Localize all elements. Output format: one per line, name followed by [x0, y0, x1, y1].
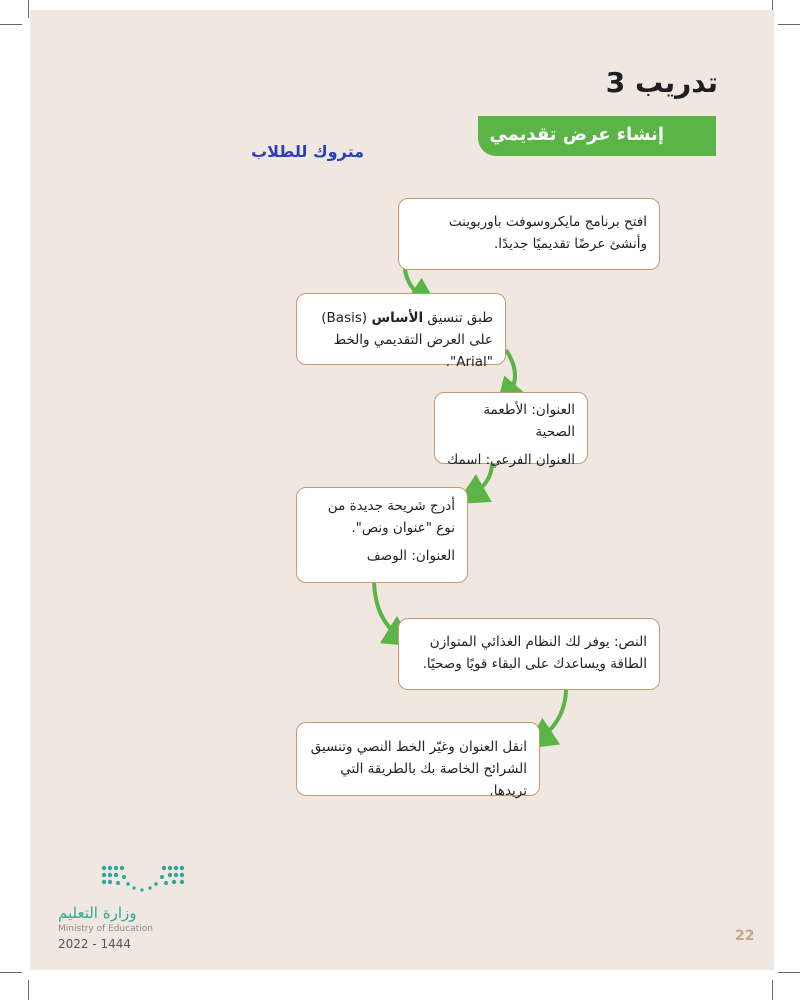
page-number: 22	[735, 928, 755, 944]
step-2-part-a: طبق تنسيق	[423, 310, 493, 326]
arrow-5	[538, 688, 566, 740]
step-box-1	[398, 198, 660, 270]
arrow-2	[506, 350, 515, 398]
step-2-part-b: (Basis) على العرض التقديمي والخط "Arial".	[321, 310, 493, 370]
step-3-line-2: العنوان الفرعي: اسمك	[447, 452, 575, 468]
step-2-bold: الأساس	[371, 310, 424, 326]
step-4-line-2: العنوان: الوصف	[366, 548, 455, 564]
step-box-4	[296, 487, 468, 583]
step-box-2	[296, 293, 506, 370]
page-title: تدريب 3	[605, 66, 718, 99]
step-1-text: افتح برنامج مايكروسوفت باوربوينت وأنشئ عرضًا تقديميًا جديدًا.	[448, 214, 647, 252]
step-3-line-1: العنوان: الأطعمة الصحية	[483, 402, 575, 440]
step-box-3	[434, 392, 588, 468]
step-box-5	[398, 618, 660, 690]
step-box-6	[296, 722, 540, 799]
ministry-name-english: Ministry of Education	[58, 924, 153, 934]
banner-label: إنشاء عرض تقديمي	[489, 124, 664, 145]
step-5-text: النص: يوفر لك النظام الغذائي المتوازن الطاقة ويساعدك على البقاء قويًا وصحيًا.	[422, 634, 647, 672]
step-6-text: انقل العنوان وغيّر الخط النصي وتنسيق الشرائح الخاصة بك بالطريقة التي تريدها.	[310, 739, 527, 799]
ministry-name-arabic: وزارة التعليم	[58, 904, 137, 922]
students-note: متروك للطلاب	[251, 142, 364, 161]
year-label: 2022 - 1444	[58, 937, 132, 951]
step-4-line-1: أدرج شريحة جديدة من نوع "عنوان ونص".	[327, 498, 455, 536]
ministry-logo-icon	[98, 862, 190, 896]
step-2-text	[309, 307, 493, 373]
